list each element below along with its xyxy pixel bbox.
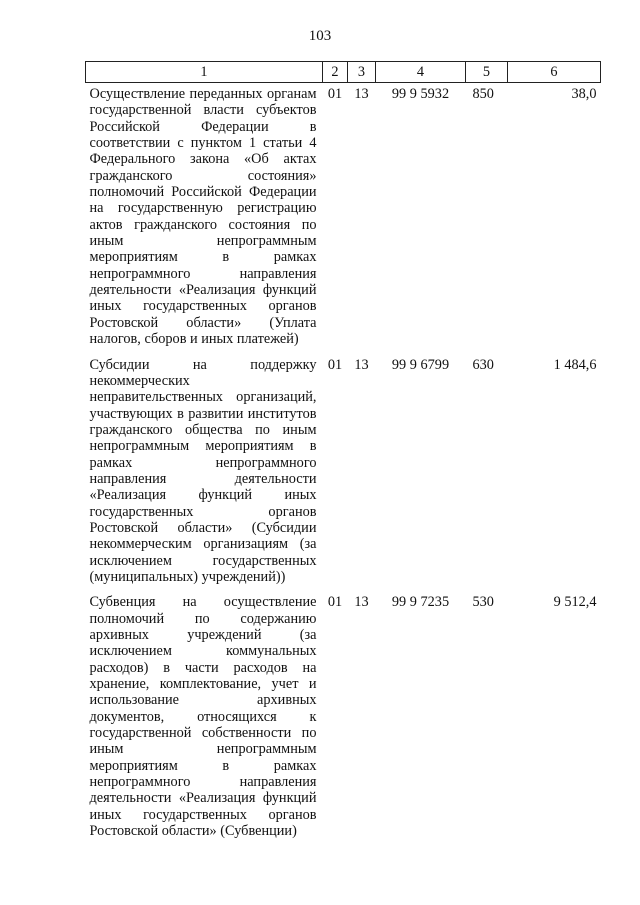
- subsection-code: 13: [354, 356, 369, 373]
- header-cell-5: 5: [466, 62, 508, 83]
- expense-name: Субвенция на осуществление полномочий по содержанию архивных учреждений (за исключением коммунальных расходов) в части расходов на хранение, комплектование, учет и использование архивных документов, относящихся к государственной собственности по иным непрограммным мероприятиям в рамках непрограммного направления деятельности «Реализация функций иных государственных органов Ростовской области» (Субвенции): [89, 594, 317, 840]
- header-cell-4: 4: [376, 62, 466, 83]
- budget-table: [85, 61, 601, 845]
- header-cell-6: 6: [508, 62, 601, 83]
- amount: 1 484,6: [553, 356, 597, 373]
- header-cell-3: 3: [348, 62, 376, 83]
- amount: 9 512,4: [553, 594, 597, 611]
- amount: 38,0: [571, 86, 597, 102]
- expense-name: Субсидии на поддержку некоммерческих неправительственных организаций, участвующих в развитии институтов гражданского общества по иным непрограммным мероприятиям в рамках непрограммного направления деятельности «Реализация функций иных государственных органов Ростовской области» (Субсидии некоммерческим организациям (за исключением государственных (муниципальных) учреждений)): [89, 356, 317, 585]
- header-cell-2: 2: [323, 62, 348, 83]
- target-article-code: 99 9 6799: [391, 356, 450, 373]
- header-row: [86, 62, 601, 83]
- target-article-code: 99 9 7235: [391, 594, 450, 611]
- subsection-code: 13: [354, 594, 369, 611]
- expense-type-code: 630: [472, 356, 494, 373]
- subsection-code: 13: [354, 86, 369, 102]
- header-cell-1: 1: [86, 62, 323, 83]
- section-code: 01: [327, 356, 343, 373]
- expense-type-code: 850: [472, 86, 494, 102]
- table-row: [86, 591, 601, 845]
- table-header: [86, 62, 601, 83]
- table-body: [86, 83, 601, 846]
- table-row: [86, 354, 601, 592]
- target-article-code: 99 9 5932: [391, 86, 450, 102]
- section-code: 01: [327, 594, 343, 611]
- section-code: 01: [327, 86, 343, 102]
- table-row: [86, 83, 601, 354]
- expense-type-code: 530: [472, 594, 494, 611]
- page-number: 103: [308, 28, 332, 44]
- expense-name: Осуществление переданных органам государственной власти субъектов Российской Федерации в соответствии с пунктом 1 статьи 4 Федерального закона «Об актах гражданского состояния» полномочий Российской Федерации на государственную регистрацию актов гражданского состояния по иным непрограммным мероприятиям в рамках непрограммного направления деятельности «Реализация функций иных государственных органов Ростовской области» (Уплата налогов, сборов и иных платежей): [89, 86, 317, 348]
